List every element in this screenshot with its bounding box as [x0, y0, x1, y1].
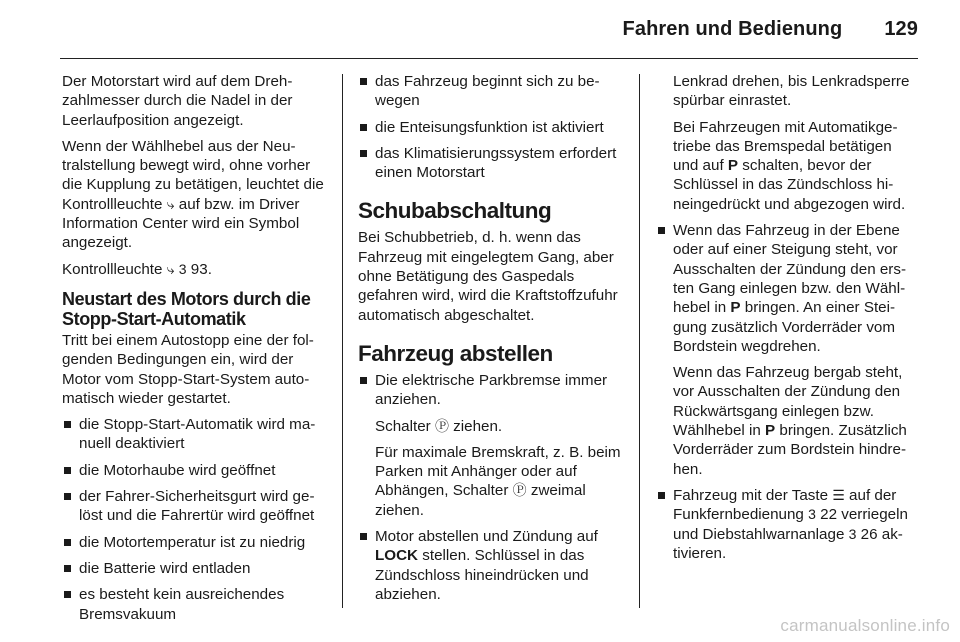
paragraph-lamp-reference: Kontrollleuchte ⤷ 3 93.	[62, 260, 212, 278]
list-item: der Fahrer-Sicherheitsgurt wird gelöst und die Fahrertür wird geöffnet	[62, 487, 328, 526]
lock-label: LOCK	[375, 547, 419, 565]
page-reference-arrow-icon: 3	[848, 525, 857, 542]
sub-paragraph-switch: Schalter Ⓟ ziehen.	[375, 417, 503, 435]
column-divider-1	[342, 74, 343, 608]
section-heading-parking: Fahrzeug abstellen	[358, 340, 553, 366]
list-item: die Motorhaube wird geöffnet	[62, 461, 328, 480]
page-title: Fahren und Bedienung	[622, 18, 843, 40]
autostop-lamp-icon: ⤷	[166, 195, 175, 212]
list-item-parkbrake: Die elektrische Parkbremse immer anziehen.	[358, 371, 624, 410]
header-rule	[60, 58, 918, 59]
list-item: die Batterie wird entladen	[62, 559, 328, 578]
page-header	[623, 18, 918, 41]
paragraph-selector-lever: Wenn der Wählhebel aus der Neutralstellung bewegt wird, ohne vorher die Kupplung zu betätigen, leuchtet die Kontrollleuchte ⤷ auf bzw. im Driver Information Center wird ein Symbol angezeigt.	[62, 137, 324, 252]
column-divider-2	[639, 74, 640, 608]
parkbrake-switch-icon: Ⓟ	[434, 417, 449, 434]
list-item-ignition-lock: Motor abstellen und Zündung auf LOCK stellen. Schlüssel in das Zündschloss hineindrücken und abziehen.	[358, 527, 624, 604]
page-reference-arrow-icon: 3	[178, 260, 187, 277]
column-3	[656, 72, 921, 570]
list-item: die Stopp-Start-Automatik wird manuell deaktiviert	[62, 415, 328, 454]
list-item: das Klimatisierungssystem erfordert einen Motorstart	[358, 144, 624, 183]
paragraph-engine-start: Der Motorstart wird auf dem Drehzahlmesser durch die Nadel in der Leerlaufposition angezeigt.	[62, 73, 293, 129]
lock-button-icon: ☰	[832, 486, 845, 503]
page-number: 129	[884, 18, 918, 40]
section-heading-restart: Neustart des Motors durch die Stopp-Start-Automatik	[62, 288, 311, 329]
section-heading-overrun-cutoff: Schubabschaltung	[358, 198, 552, 224]
column-1	[62, 72, 328, 631]
paragraph-restart-intro: Tritt bei einem Autostopp eine der folgenden Bedingungen ein, wird der Motor vom Stopp-Start-System automatisch wieder gestartet.	[62, 331, 314, 407]
autostop-lamp-icon: ⤷	[166, 260, 175, 277]
list-item: das Fahrzeug beginnt sich zu bewegen	[358, 72, 624, 111]
sub-paragraph-max-brake: Für maximale Bremskraft, z. B. beim Parken mit Anhänger oder auf Abhängen, Schalter Ⓟ zweimal ziehen.	[375, 443, 621, 519]
sub-paragraph-downhill: Wenn das Fahrzeug bergab steht, vor Ausschalten der Zündung den Rückwärtsgang einlegen bzw. Wählhebel in P bringen. Zusätzlich Vorderräder zum Bordstein hindrehen.	[673, 364, 907, 478]
parkbrake-switch-icon: Ⓟ	[512, 482, 527, 499]
page-reference-arrow-icon: 3	[808, 506, 816, 523]
sub-paragraph-automatic: Bei Fahrzeugen mit Automatikgetriebe das Bremspedal betätigen und auf P schalten, bevor der Schlüssel in das Zündschloss hineingedrückt und abgezogen wird.	[673, 118, 906, 213]
list-item-remote-lock: Fahrzeug mit der Taste ☰ auf der Funkfernbedienung 3 22 verriegeln und Diebstahlwarnanlage 3 26 aktivieren.	[656, 486, 921, 563]
paragraph-overrun-cutoff: Bei Schubbetrieb, d. h. wenn das Fahrzeug mit eingelegtem Gang, aber ohne Betätigung des Gaspedals gefahren wird, wird die Kraftstoffzufuhr automatisch abgeschaltet.	[358, 229, 618, 324]
list-item: es besteht kein ausreichendes Bremsvakuum	[62, 585, 328, 624]
watermark: carmanualsonline.info	[780, 616, 950, 635]
list-item: die Motortemperatur ist zu niedrig	[62, 533, 328, 552]
list-item-gear-engage: Wenn das Fahrzeug in der Ebene oder auf einer Steigung steht, vor Ausschalten der Zündung den ersten Gang einlegen bzw. den Wählhebel in P bringen. An einer Steigung zusätzlich Vorderräder vom Bordstein wegdrehen.	[656, 221, 921, 356]
sub-paragraph-steering-lock: Lenkrad drehen, bis Lenkradsperre spürbar einrastet.	[673, 73, 910, 110]
list-item: die Enteisungsfunktion ist aktiviert	[358, 118, 624, 137]
column-2	[358, 72, 624, 611]
